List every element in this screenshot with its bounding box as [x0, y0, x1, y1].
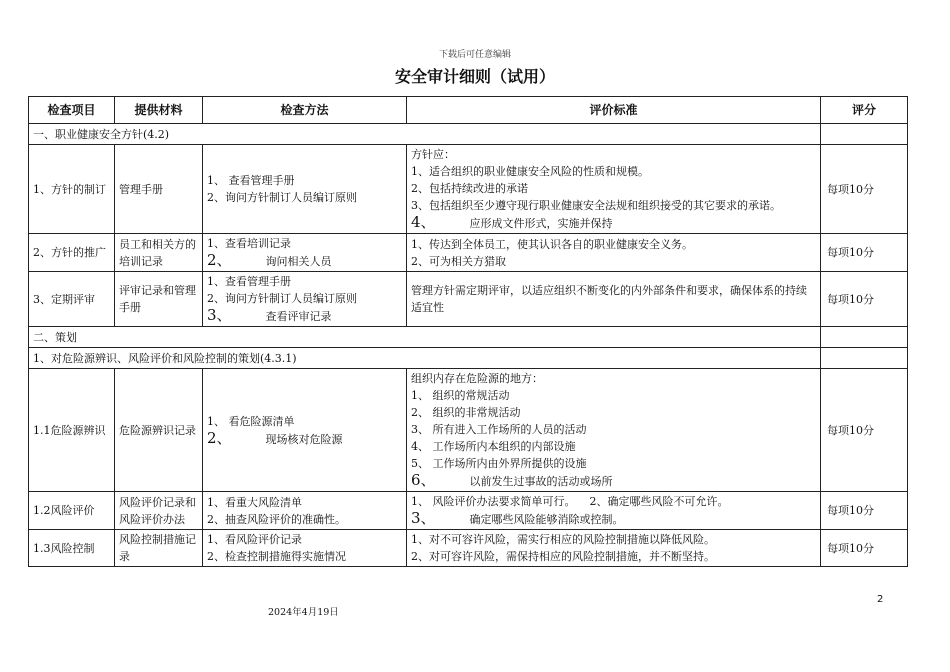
list-text: 应形成文件形式，实施并保持 [469, 217, 613, 230]
method-line: 2、询问方针制订人员编订原则 [207, 292, 357, 305]
page-number: 2 [877, 594, 884, 605]
list-number: 3、 [411, 509, 436, 527]
section-heading: 一、职业健康安全方针(4.2) [29, 124, 821, 145]
method-line: 1、 看危险源清单 [207, 414, 295, 428]
section-row [29, 124, 908, 145]
list-number: 2、 [207, 428, 232, 447]
criteria-cell: 管理方针需定期评审，以适应组织不断变化的内外部条件和要求，确保体系的持续适宜性 [407, 272, 821, 327]
material-cell: 评审记录和管理手册 [115, 272, 203, 327]
criteria-cell [407, 369, 821, 492]
method-cell [203, 492, 407, 530]
item-cell: 1.3风险控制 [29, 530, 115, 567]
item-cell: 3、定期评审 [29, 272, 115, 327]
column-header: 提供材料 [115, 97, 203, 124]
method-cell [203, 272, 407, 327]
criteria-line: 4、 工作场所内本组织的内部设施 [411, 440, 576, 453]
method-line: 1、查看培训记录 [207, 237, 291, 250]
column-header: 检查方法 [203, 97, 407, 124]
criteria-cell [407, 145, 821, 234]
table-row [29, 492, 908, 530]
list-number: 4、 [411, 213, 436, 231]
list-number: 3、 [207, 306, 232, 324]
list-number: 6、 [411, 471, 436, 489]
header-row [29, 97, 908, 124]
criteria-line: 2、对可容许风险，需保持相应的风险控制措施，并不断坚持。 [411, 550, 715, 563]
table-row [29, 234, 908, 272]
section-row [29, 327, 908, 348]
criteria-line: 3、 所有进入工作场所的人员的活动 [411, 423, 587, 436]
list-text: 询问相关人员 [265, 255, 332, 268]
method-line: 1、查看管理手册 [207, 275, 291, 288]
score-cell: 每项10分 [821, 272, 908, 327]
method-cell [203, 234, 407, 272]
criteria-cell [407, 492, 821, 530]
method-line: 2、抽查风险评价的准确性。 [207, 512, 346, 526]
criteria-line: 1、适合组织的职业健康安全风险的性质和规模。 [411, 165, 649, 178]
criteria-line: 1、 风险评价办法要求简单可行。 2、确定哪些风险不可允许。 [411, 495, 729, 508]
list-text: 确定哪些风险能够消除或控制。 [469, 513, 624, 526]
section-heading: 二、策划 [29, 327, 821, 348]
method-line: 1、 查看管理手册 [207, 174, 295, 187]
section-subheading: 1、对危险源辨识、风险评价和风险控制的策划(4.3.1) [29, 348, 821, 369]
table-row [29, 145, 908, 234]
table-row [29, 272, 908, 327]
item-cell: 1.1危险源辨识 [29, 369, 115, 492]
empty-cell [821, 124, 908, 145]
method-cell [203, 530, 407, 567]
item-cell: 2、方针的推广 [29, 234, 115, 272]
table-row [29, 530, 908, 567]
method-line [207, 430, 402, 448]
list-text: 以前发生过事故的活动或场所 [469, 475, 613, 488]
score-cell: 每项10分 [821, 145, 908, 234]
section-row [29, 348, 908, 369]
criteria-line: 1、对不可容许风险，需实行相应的风险控制措施以降低风险。 [411, 533, 715, 546]
criteria-intro: 组织内存在危险源的地方： [411, 372, 543, 385]
table-row [29, 369, 908, 492]
criteria-line: 1、传达到全体员工，使其认识各自的职业健康安全义务。 [411, 237, 693, 251]
item-cell: 1、方针的制订 [29, 145, 115, 234]
empty-cell [821, 327, 908, 348]
score-cell: 每项10分 [821, 492, 908, 530]
criteria-intro: 方针应： [411, 148, 455, 161]
column-header: 评分 [821, 97, 908, 124]
criteria-cell [407, 530, 821, 567]
list-text: 查看评审记录 [265, 310, 332, 323]
score-cell: 每项10分 [821, 234, 908, 272]
material-cell: 风险评价记录和风险评价办法 [115, 492, 203, 530]
list-number: 2、 [207, 251, 232, 269]
column-header: 评价标准 [407, 97, 821, 124]
material-cell: 员工和相关方的培训记录 [115, 234, 203, 272]
method-line: 2、询问方针制订人员编订原则 [207, 191, 357, 204]
criteria-line: 3、包括组织至少遵守现行职业健康安全法规和组织接受的其它要求的承诺。 [411, 199, 781, 212]
audit-table [28, 96, 908, 567]
criteria-cell [407, 234, 821, 272]
item-cell: 1.2风险评价 [29, 492, 115, 530]
criteria-line: 5、 工作场所内由外界所提供的设施 [411, 457, 587, 470]
criteria-line [411, 214, 816, 232]
method-line: 1、看重大风险清单 [207, 495, 302, 509]
method-cell [203, 369, 407, 492]
column-header: 检查项目 [29, 97, 115, 124]
method-line [207, 252, 402, 270]
criteria-line [411, 472, 816, 490]
method-line: 1、看风险评价记录 [207, 533, 302, 546]
material-cell: 风险控制措施记录 [115, 530, 203, 567]
list-text: 现场核对危险源 [265, 432, 343, 446]
method-cell [203, 145, 407, 234]
criteria-line: 2、 组织的非常规活动 [411, 406, 521, 419]
method-line: 2、检查控制措施得实施情况 [207, 550, 346, 563]
method-line [207, 307, 402, 325]
header-note: 下载后可任意编辑 [438, 50, 511, 60]
empty-cell [821, 348, 908, 369]
criteria-line: 1、 组织的常规活动 [411, 389, 510, 402]
page-title: 安全审计细则（试用） [394, 67, 555, 86]
criteria-line: 2、可为相关方猎取 [411, 254, 506, 268]
criteria-line: 2、包括持续改进的承诺 [411, 182, 528, 195]
footer-date: 2024年4月19日 [268, 607, 339, 618]
score-cell: 每项10分 [821, 369, 908, 492]
criteria-line [411, 510, 816, 528]
material-cell: 危险源辨识记录 [115, 369, 203, 492]
material-cell: 管理手册 [115, 145, 203, 234]
score-cell: 每项10分 [821, 530, 908, 567]
